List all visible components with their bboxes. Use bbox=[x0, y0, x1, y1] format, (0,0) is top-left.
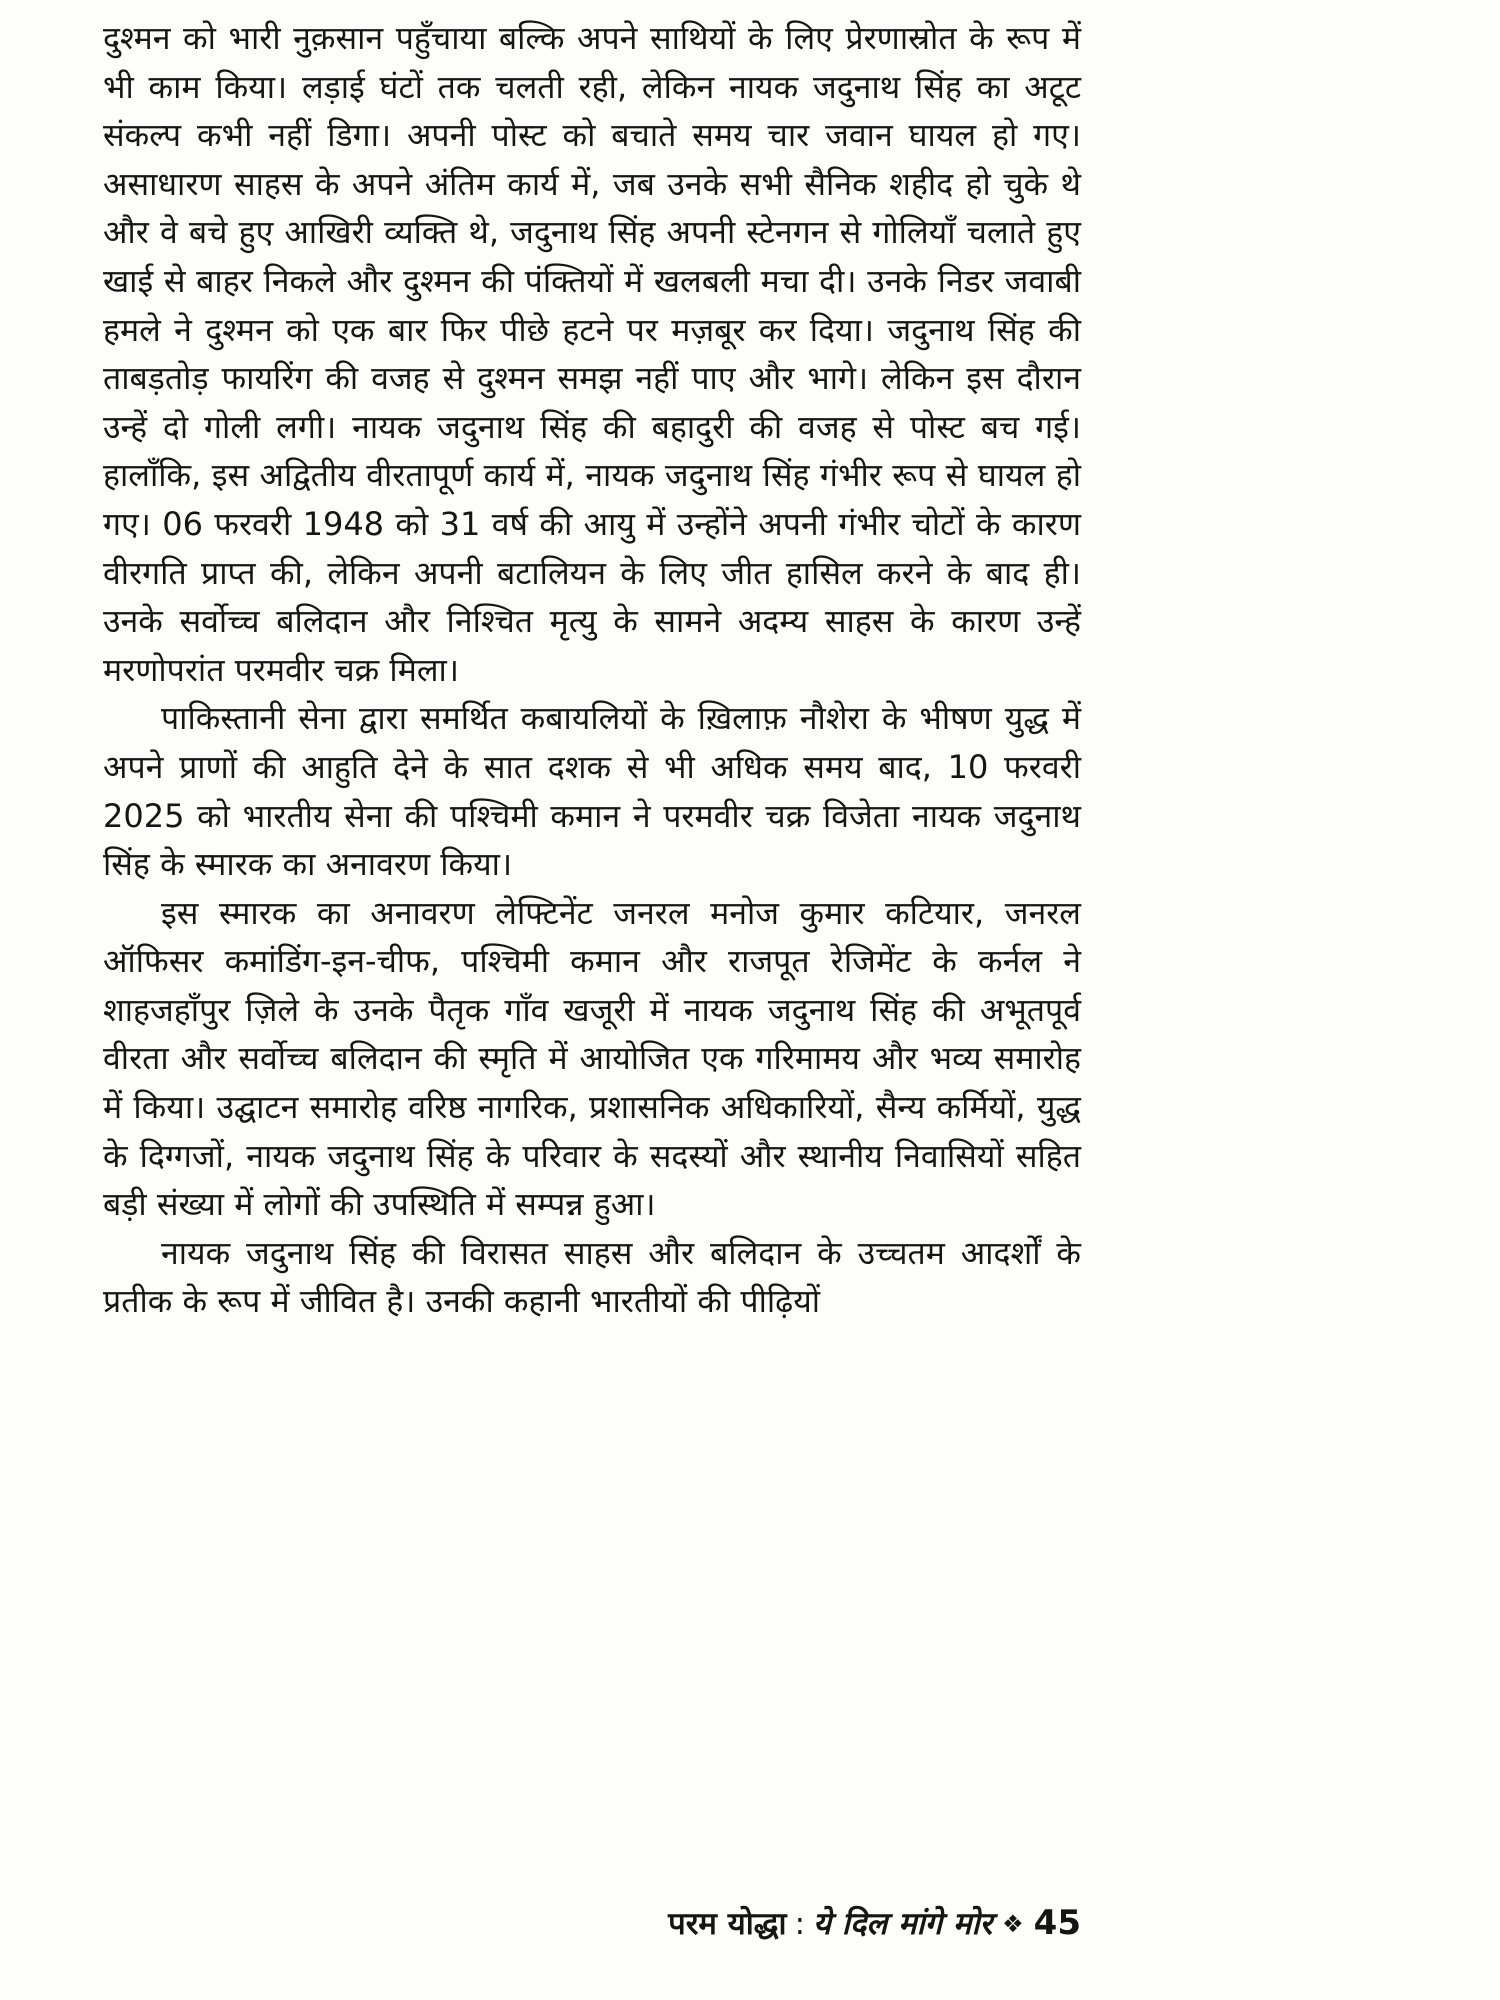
paragraph: दुश्मन को भारी नुक़सान पहुँचाया बल्कि अपने साथियों के लिए प्रेरणास्रोत के रूप में भी काम किया। लड़ाई घंटों तक चलती रही, लेकिन नायक जदुनाथ सिंह का अटूट संकल्प कभी नहीं डिगा। अपनी पोस्ट को बचाते समय चार जवान घायल हो गए। असाधारण साहस के अपने अंतिम कार्य में, जब उनके सभी सैनिक शहीद हो चुके थे और वे बचे हुए आखिरी व्यक्ति थे, जदुनाथ सिंह अपनी स्टेनगन से गोलियाँ चलाते हुए खाई से बाहर निकले और दुश्मन की पंक्तियों में खलबली मचा दी। उनके निडर जवाबी हमले ने दुश्मन को एक बार फिर पीछे हटने पर मज़बूर कर दिया। जदुनाथ सिंह की ताबड़तोड़ फायरिंग की वजह से दुश्मन समझ नहीं पाए और भागे। लेकिन इस दौरान उन्हें दो गोली लगी। नायक जदुनाथ सिंह की बहादुरी की वजह से पोस्ट बच गई। हालाँकि, इस अद्वितीय वीरतापूर्ण कार्य में, नायक जदुनाथ सिंह गंभीर रूप से घायल हो गए। 06 फरवरी 1948 को 31 वर्ष की आयु में उन्होंने अपनी गंभीर चोटों के कारण वीरगति प्राप्त की, लेकिन अपनी बटालियन के लिए जीत हासिल करने के बाद ही। उनके सर्वोच्च बलिदान और निश्चित मृत्यु के सामने अदम्य साहस के कारण उन्हें मरणोपरांत परमवीर चक्र मिला। bbox=[103, 19, 1081, 689]
page-footer bbox=[103, 1903, 1081, 1944]
florette-ornament-icon: ❖ bbox=[1002, 1910, 1024, 1938]
body-text bbox=[103, 14, 1081, 1326]
paragraph: नायक जदुनाथ सिंह की विरासत साहस और बलिदान के उच्चतम आदर्शों के प्रतीक के रूप में जीवित है। उनकी कहानी भारतीयों की पीढ़ियों bbox=[103, 1233, 1081, 1321]
footer-chapter-title: ये दिल मांगे मोर bbox=[813, 1906, 993, 1942]
footer-separator: : bbox=[794, 1906, 806, 1942]
paragraph: इस स्मारक का अनावरण लेफ्टिनेंट जनरल मनोज कुमार कटियार, जनरल ऑफिसर कमांडिंग-इन-चीफ, पश्चिमी कमान और राजपूत रेजिमेंट के कर्नल ने शाहजहाँपुर ज़िले के उनके पैतृक गाँव खजूरी में नायक जदुनाथ सिंह की अभूतपूर्व वीरता और सर्वोच्च बलिदान की स्मृति में आयोजित एक गरिमामय और भव्य समारोह में किया। उद्घाटन समारोह वरिष्ठ नागरिक, प्रशासनिक अधिकारियों, सैन्य कर्मियों, युद्ध के दिग्गजों, नायक जदुनाथ सिंह के परिवार के सदस्यों और स्थानीय निवासियों सहित बड़ी संख्या में लोगों की उपस्थिति में सम्पन्न हुआ। bbox=[103, 893, 1081, 1224]
footer-book-title: परम योद्धा bbox=[668, 1906, 787, 1942]
paragraph: पाकिस्तानी सेना द्वारा समर्थित कबायलियों के ख़िलाफ़ नौशेरा के भीषण युद्ध में अपने प्राणों की आहुति देने के सात दशक से भी अधिक समय बाद, 10 फरवरी 2025 को भारतीय सेना की पश्चिमी कमान ने परमवीर चक्र विजेता नायक जदुनाथ सिंह के स्मारक का अनावरण किया। bbox=[103, 699, 1081, 884]
page-number: 45 bbox=[1033, 1903, 1081, 1943]
